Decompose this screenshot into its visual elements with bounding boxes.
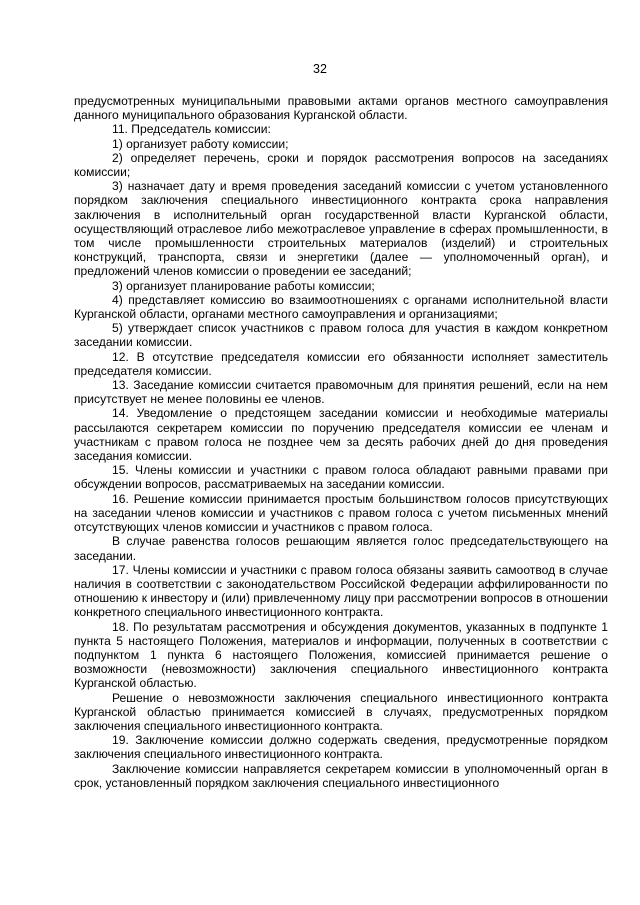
- paragraph: Решение о невозможности заключения специального инвестиционного контракта Курганской областью принимается комиссией в случаях, предусмотренных порядком заключения специального инвестиционного контракта.: [74, 690, 608, 733]
- paragraph: 14. Уведомление о предстоящем заседании комиссии и необходимые материалы рассылаются секретарем комиссии по поручению председателя комиссии ее членам и участникам с правом голоса не позднее чем за десять рабочих дней до дня проведения заседания комиссии.: [74, 406, 608, 464]
- paragraph: В случае равенства голосов решающим является голос председательствующего на заседании.: [74, 534, 608, 563]
- paragraph: предусмотренных муниципальными правовыми актами органов местного самоуправления данного муниципального образования Курганской области.: [74, 94, 608, 123]
- paragraph: 12. В отсутствие председателя комиссии его обязанности исполняет заместитель председателя комиссии.: [74, 349, 608, 378]
- paragraph: 2) определяет перечень, сроки и порядок рассмотрения вопросов на заседаниях комиссии;: [74, 150, 608, 180]
- paragraph: 5) утверждает список участников с правом голоса для участия в каждом конкретном заседании комиссии.: [74, 321, 608, 350]
- paragraph: 15. Члены комиссии и участники с правом голоса обладают равными правами при обсуждении вопросов, рассматриваемых на заседании комиссии.: [74, 463, 608, 492]
- paragraph: 13. Заседание комиссии считается правомочным для принятия решений, если на нем присутствует не менее половины ее членов.: [74, 378, 608, 407]
- document-body: [74, 94, 608, 790]
- paragraph: 1) организует работу комиссии;: [112, 136, 289, 151]
- page-number: 32: [313, 62, 327, 76]
- paragraph: 19. Заключение комиссии должно содержать сведения, предусмотренные порядком заключения специального инвестиционного контракта.: [74, 733, 608, 762]
- paragraph: 11. Председатель комиссии:: [112, 122, 271, 137]
- paragraph: 3) назначает дату и время проведения заседаний комиссии с учетом установленного порядком заключения специального инвестиционного контракта срока направления заключения в исполнительный орган государственной власти Курганской области, осуществляющий отраслевое либо межотраслевое управление в сферах промышленности, в том числе промышленности строительных материалов (изделий) и строительных конструкций, транспорта, связи и энергетики (далее — уполномоченный орган), и предложений членов комиссии о проведении ее заседаний;: [74, 179, 608, 279]
- paragraph: 18. По результатам рассмотрения и обсуждения документов, указанных в подпункте 1 пункта 5 настоящего Положения, материалов и информации, полученных в соответствии с подпунктом 1 пункта 6 настоящего Положения, комиссией принимается решение о возможности (невозможности) заключения специального инвестиционного контракта Курганской областью.: [74, 619, 608, 691]
- paragraph: Заключение комиссии направляется секретарем комиссии в уполномоченный орган в срок, установленный порядком заключения специального инвестиционного: [74, 761, 608, 790]
- paragraph: 16. Решение комиссии принимается простым большинством голосов присутствующих на заседании членов комиссии и участников с правом голоса с учетом письменных мнений отсутствующих членов комиссии и участников с правом голоса.: [74, 491, 608, 535]
- paragraph: 4) представляет комиссию во взаимоотношениях с органами исполнительной власти Курганской области, органами местного самоуправления и организациями;: [74, 292, 608, 322]
- paragraph: 17. Члены комиссии и участники с правом голоса обязаны заявить самоотвод в случае наличия в соответствии с законодательством Российской Федерации аффилированности по отношению к инвестору и (или) привлеченному лицу при рассмотрении вопросов в отношении конкретного специального инвестиционного контракта.: [74, 562, 608, 620]
- paragraph: 3) организует планирование работы комиссии;: [112, 278, 375, 293]
